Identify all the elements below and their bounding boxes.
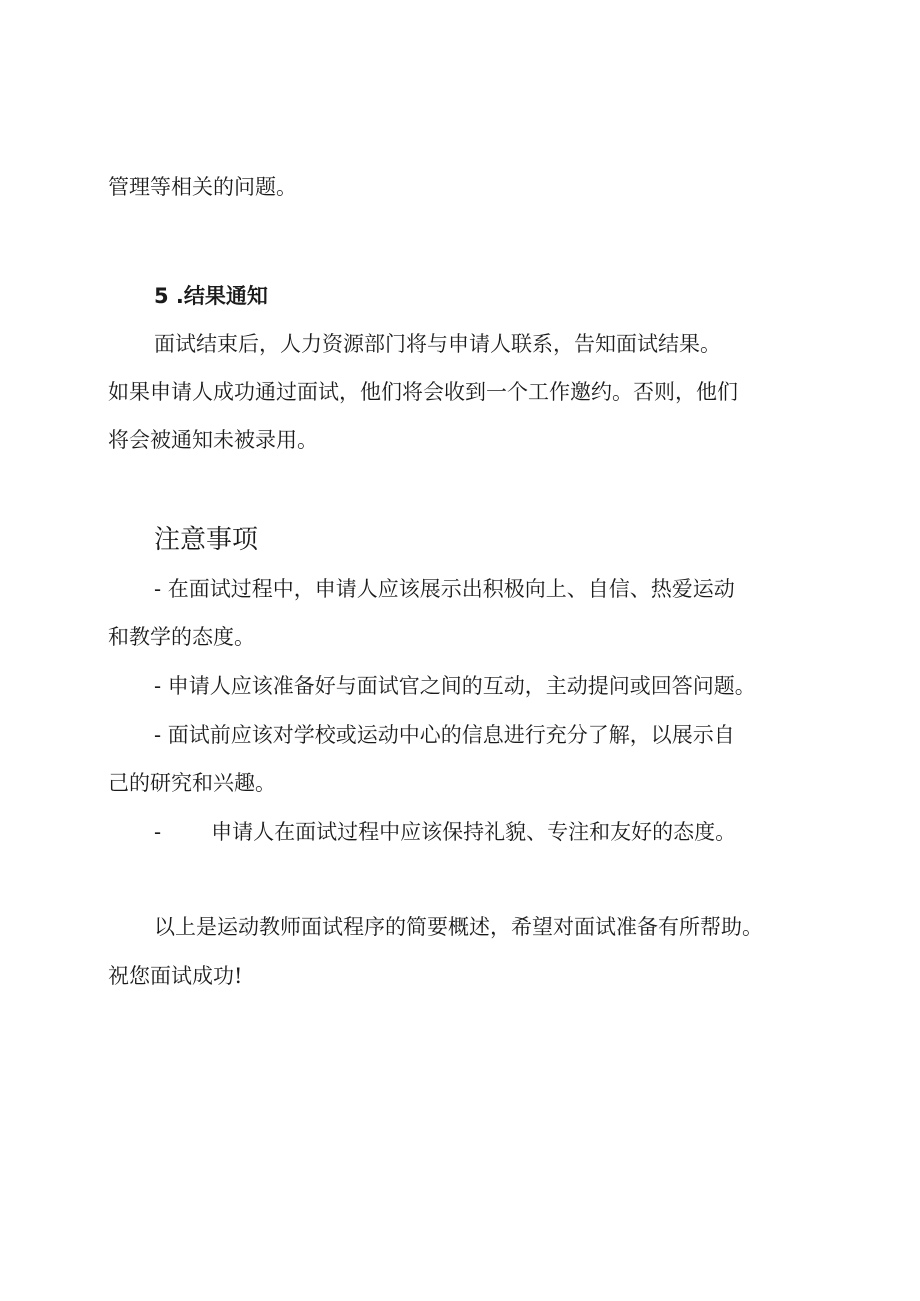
notes-item-4-dash: - bbox=[154, 820, 162, 844]
section-5-paragraph-line-2: 如果申请人成功通过面试，他们将会收到一个工作邀约。否则，他们 bbox=[108, 380, 738, 404]
section-5-heading: 5 .结果通知 bbox=[154, 284, 268, 308]
notes-item-1-line-2: 和教学的态度。 bbox=[108, 625, 255, 649]
notes-heading: 注意事项 bbox=[154, 525, 259, 555]
closing-line-1: 以上是运动教师面试程序的简要概述，希望对面试准备有所帮助。 bbox=[154, 915, 763, 939]
notes-item-3-line-2: 己的研究和兴趣。 bbox=[108, 771, 276, 795]
notes-item-3-line-1: - 面试前应该对学校或运动中心的信息进行充分了解，以展示自 bbox=[154, 723, 735, 747]
notes-item-4-text: 申请人在面试过程中应该保持礼貌、专注和友好的态度。 bbox=[211, 820, 737, 844]
section-5-paragraph-line-1: 面试结束后，人力资源部门将与申请人联系，告知面试结果。 bbox=[154, 332, 721, 356]
notes-item-4 bbox=[154, 818, 736, 846]
notes-item-1-line-1: - 在面试过程中，申请人应该展示出积极向上、自信、热爱运动 bbox=[154, 577, 735, 601]
notes-item-2-line-1: - 申请人应该准备好与面试官之间的互动，主动提问或回答问题。 bbox=[154, 674, 756, 698]
section-5-paragraph-line-3: 将会被通知未被录用。 bbox=[108, 428, 318, 452]
continuation-text: 管理等相关的问题。 bbox=[108, 175, 297, 199]
closing-line-2: 祝您面试成功! bbox=[108, 964, 243, 988]
